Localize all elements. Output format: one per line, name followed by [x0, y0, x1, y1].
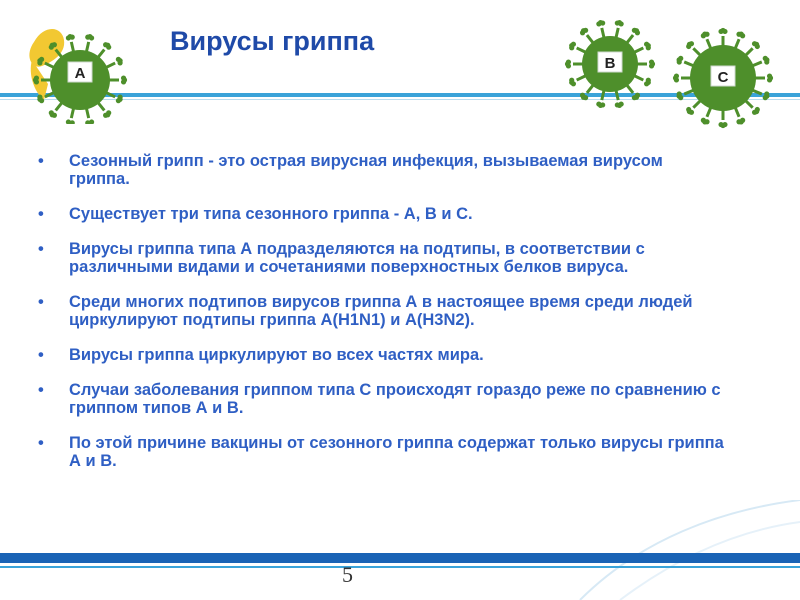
virus-spike-head: [632, 95, 637, 100]
virus-spike-head: [677, 91, 682, 96]
virus-spike-head: [763, 95, 768, 100]
bullet-item: • Среди многих подтипов вирусов гриппа А в настоящее время среди людей циркулируют подтипы гриппа А(H1N1) и А(H3N2).: [38, 293, 693, 329]
virus-spike: [735, 39, 739, 48]
bullet-dot: •: [38, 293, 44, 311]
virus-spike-head: [615, 102, 620, 107]
virus-spike: [627, 35, 633, 43]
virus-spike-head: [752, 110, 757, 115]
virus-c-label: C: [717, 69, 729, 86]
virus-spike: [587, 85, 593, 93]
virus-spike-head: [116, 98, 121, 103]
virus-spike-head: [580, 93, 585, 98]
virus-spike: [71, 42, 73, 52]
virus-spike-head: [117, 60, 122, 65]
bullet-item: • Вирусы гриппа типа А подразделяются на подтипы, в соответствии с различными видами и сочетаниями поверхностных белков вируса.: [38, 240, 645, 276]
virus-spike: [616, 90, 618, 100]
virus-spike: [707, 108, 711, 117]
virus-spike-head: [569, 78, 574, 83]
virus-spike: [735, 108, 739, 117]
virus-spike-head: [767, 77, 772, 82]
virus-spike-head: [103, 113, 108, 118]
virus-spike: [707, 39, 711, 48]
virus-spike-head: [121, 79, 126, 84]
virus-spike: [684, 90, 693, 94]
virus-spike-head: [52, 42, 57, 47]
virus-spike-head: [755, 44, 760, 49]
virus-spike: [98, 103, 104, 111]
bottom-band-thin: [0, 566, 800, 568]
virus-spike: [616, 28, 618, 38]
virus-spike-head: [701, 118, 706, 123]
bullet-item: • По этой причине вакцины от сезонного гриппа содержат только вирусы гриппа А и В.: [38, 434, 724, 470]
virus-spike: [693, 101, 700, 108]
virus-spike: [56, 103, 62, 111]
virus-spike-head: [89, 35, 94, 40]
virus-spike-head: [66, 119, 71, 124]
virus-spike: [45, 63, 54, 67]
virus-spike-head: [736, 119, 741, 124]
bullet-item: • Случаи заболевания гриппом типа С происходят гораздо реже по сравнению с гриппом типов А и В.: [38, 381, 721, 417]
virus-spike: [753, 90, 762, 94]
virus-spike: [98, 50, 104, 58]
virus-spike: [634, 48, 643, 52]
bullet-item: • Существует три типа сезонного гриппа - А, В и С.: [38, 205, 473, 223]
virus-spike-head: [596, 101, 601, 106]
virus-spike-head: [571, 42, 576, 47]
virus-spike-head: [70, 35, 75, 40]
virus-spike-head: [686, 107, 691, 112]
bullet-dot: •: [38, 240, 44, 258]
virus-spike: [602, 90, 604, 100]
virus-spike-head: [646, 45, 651, 50]
virus-spike: [577, 76, 586, 80]
virus-spike-head: [704, 32, 709, 37]
virus-spike-head: [740, 33, 745, 38]
virus-spike-head: [600, 20, 605, 25]
virus-spike: [746, 48, 753, 55]
virus-spike-head: [649, 63, 654, 68]
virus-a-label: A: [74, 65, 86, 82]
virus-spike: [45, 93, 54, 97]
virus-spike-head: [674, 73, 679, 78]
virus-spike: [753, 62, 762, 66]
bullet-dot: •: [38, 205, 44, 223]
virus-spike-head: [722, 29, 727, 34]
virus-c-icon: [667, 22, 779, 134]
slide-title: Вирусы гриппа: [170, 26, 375, 56]
virus-spike-head: [764, 59, 769, 64]
virus-spike-head: [619, 21, 624, 26]
virus-spike: [71, 108, 73, 118]
virus-spike: [634, 76, 643, 80]
virus-spike-head: [566, 59, 571, 64]
bottom-band: [0, 553, 800, 563]
virus-spike: [106, 93, 115, 97]
virus-spike: [602, 28, 604, 38]
virus-spike: [693, 48, 700, 55]
virus-a-icon: [14, 14, 134, 124]
virus-spike-head: [34, 75, 39, 80]
virus-spike-head: [583, 28, 588, 33]
virus-spike: [684, 62, 693, 66]
virus-b-icon: [556, 12, 666, 112]
virus-spike: [746, 101, 753, 108]
virus-spike-head: [39, 57, 44, 62]
virus-spike: [577, 48, 586, 52]
virus-spike-head: [678, 56, 683, 61]
page-number: 5: [342, 562, 353, 587]
virus-spike: [106, 63, 115, 67]
virus-spike-head: [644, 81, 649, 86]
virus-spike-head: [37, 95, 42, 100]
bullet-dot: •: [38, 434, 44, 452]
virus-b-label: B: [604, 55, 616, 72]
bullet-dot: •: [38, 381, 44, 399]
bullet-dot: •: [38, 346, 44, 364]
virus-spike: [587, 35, 593, 43]
virus-spike: [86, 42, 88, 52]
bullet-list: [38, 152, 728, 487]
virus-spike: [86, 108, 88, 118]
corner-swoosh-icon: [560, 500, 800, 600]
virus-spike-head: [106, 45, 111, 50]
bullet-item: • Сезонный грипп - это острая вирусная инфекция, вызываемая вирусом гриппа.: [38, 152, 663, 188]
bullet-dot: •: [38, 152, 44, 170]
bullet-item: • Вирусы гриппа циркулируют во всех частях мира.: [38, 346, 484, 364]
virus-spike-head: [689, 41, 694, 46]
virus-spike-head: [635, 30, 640, 35]
virus-spike-head: [718, 122, 723, 127]
virus-spike-head: [49, 110, 54, 115]
virus-spike: [627, 85, 633, 93]
